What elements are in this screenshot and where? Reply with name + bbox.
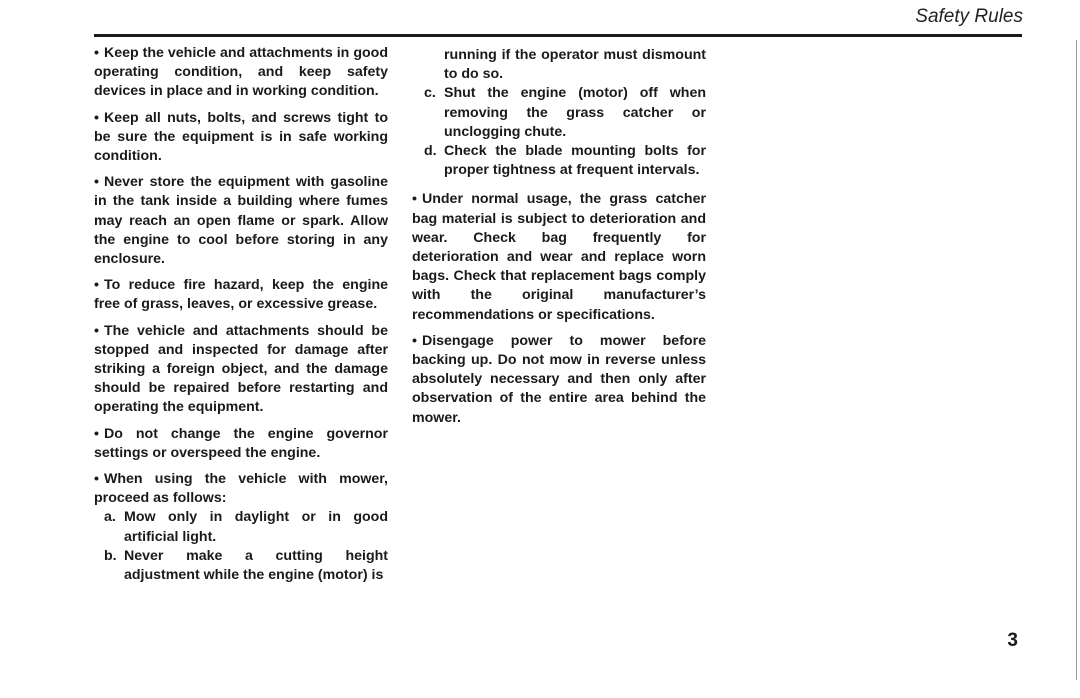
bullet-icon: • xyxy=(94,45,99,61)
safety-rule-paragraph: • Disengage power to mower before backing up. Do not mow in reverse unless absolutely necessary and then only after observation of the entire area behind the mower. xyxy=(412,332,706,426)
list-item: c. Shut the engine (motor) off when removing the grass catcher or unclogging chute. xyxy=(424,85,706,140)
safety-rule-paragraph: • Keep all nuts, bolts, and screws tight to be sure the equipment is in safe working condition. xyxy=(94,109,388,165)
safety-rule-paragraph: • When using the vehicle with mower, proceed as follows: xyxy=(94,471,388,507)
list-item: b. Never make a cutting height adjustment while the engine (motor) is xyxy=(104,547,388,584)
page-number: 3 xyxy=(1007,630,1018,651)
list-item: d. Check the blade mounting bolts for proper tightness at frequent intervals. xyxy=(424,143,706,179)
safety-rule-paragraph: • Never store the equipment with gasoline in the tank inside a building where fumes may reach an open flame or spark. Allow the engine to cool before storing in any enclosure. xyxy=(94,174,388,268)
header-rule xyxy=(94,34,1022,37)
list-continuation: running if the operator must dismount to do so. xyxy=(444,47,706,83)
safety-rule-paragraph: • Under normal usage, the grass catcher bag material is subject to deterioration and wear. Check bag frequently for deterioration and wear and replace worn bags. Check that replacement bags comply with the original manufacturer’s recommendations or specifications. xyxy=(412,191,706,323)
bullet-icon: • xyxy=(94,174,99,191)
safety-rule-paragraph: • Do not change the engine governor settings or overspeed the engine. xyxy=(94,425,388,461)
bullet-icon: • xyxy=(94,277,99,294)
bullet-icon: • xyxy=(94,109,99,126)
mower-steps-list-continued xyxy=(412,84,706,180)
bullet-icon: • xyxy=(412,332,417,349)
bullet-icon: • xyxy=(94,471,99,488)
left-column xyxy=(94,44,388,592)
bullet-icon: • xyxy=(412,191,417,208)
safety-rule-paragraph: • The vehicle and attachments should be stopped and inspected for damage after striking a foreign object, and the damage should be repaired before restarting and operating the equipment. xyxy=(94,322,388,416)
safety-rule-paragraph: • To reduce fire hazard, keep the engine free of grass, leaves, or excessive grease. xyxy=(94,277,388,313)
mower-steps-list xyxy=(94,508,388,585)
bullet-icon: • xyxy=(94,425,99,442)
page-header-title: Safety Rules xyxy=(915,6,1023,27)
right-column xyxy=(412,46,706,435)
page-edge-line xyxy=(1076,40,1077,680)
list-item: a. Mow only in daylight or in good artificial light. xyxy=(104,509,388,545)
bullet-icon: • xyxy=(94,322,99,339)
safety-rule-paragraph: • Keep the vehicle and attachments in good operating condition, and keep safety devices in place and in working condition. xyxy=(94,45,388,100)
